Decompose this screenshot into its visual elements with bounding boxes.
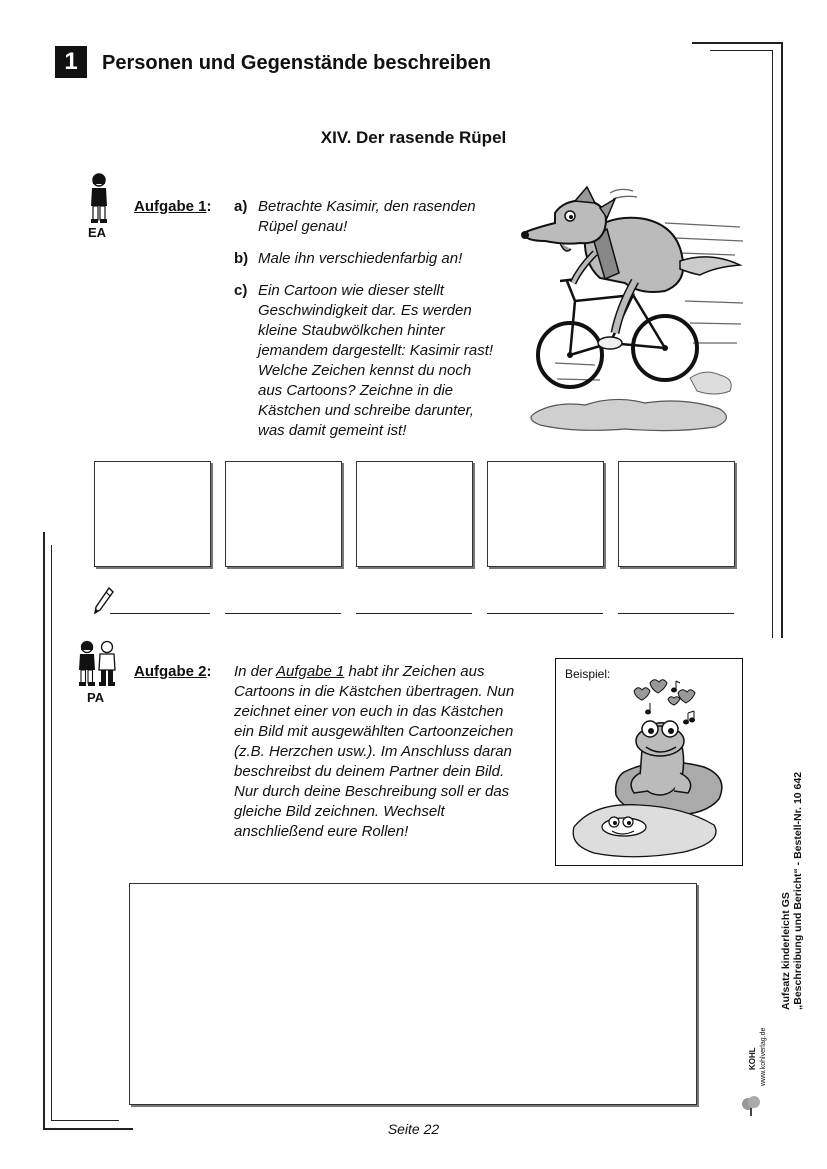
task1-heading: Aufgabe 1: xyxy=(134,198,212,215)
example-label: Beispiel: xyxy=(565,667,611,681)
task1-item-a xyxy=(234,197,509,237)
two-children-icon xyxy=(76,640,118,688)
drawing-box-3[interactable] xyxy=(356,461,473,567)
item-marker: c) xyxy=(234,282,248,299)
drawing-box-5[interactable] xyxy=(618,461,735,567)
pencil-icon xyxy=(93,586,115,616)
frame-top-right-outer xyxy=(692,42,782,44)
writing-line-2[interactable] xyxy=(225,613,341,614)
item-text: Ein Cartoon wie dieser stellt Geschwindigkeit dar. Es werden kleine Staubwölkchen hinter jemandem dargestellt: Kasimir rast! Welche Zeichen kennst du noch aus Cartoons? Zeichne in die Kästchen und schreibe darunter, was damit gemeint ist! xyxy=(258,282,494,439)
writing-line-1[interactable] xyxy=(110,613,210,614)
frame-left-inner xyxy=(51,545,52,1121)
task2-heading: Aufgabe 2: xyxy=(134,663,212,680)
chapter-number: 1 xyxy=(55,46,87,78)
task1-item-b xyxy=(234,249,509,269)
drawing-box-1[interactable] xyxy=(94,461,211,567)
frame-left-outer xyxy=(43,532,45,1129)
task2-label: Aufgabe 2 xyxy=(134,663,207,680)
task1-item-c xyxy=(234,281,499,441)
section-title: XIV. Der rasende Rüpel xyxy=(320,128,507,147)
task1-label: Aufgabe 1 xyxy=(134,198,207,215)
cyclist-cartoon-illustration xyxy=(515,183,745,433)
example-box xyxy=(555,658,743,866)
item-marker: b) xyxy=(234,250,249,267)
sidebar-book-title: Aufsatz kinderleicht GS „Beschreibung und Bericht“ - Bestell-Nr. 10 642 xyxy=(780,771,804,1010)
item-marker: a) xyxy=(234,198,248,215)
writing-line-3[interactable] xyxy=(356,613,472,614)
single-child-icon xyxy=(86,172,112,224)
task2-text: In der Aufgabe 1 habt ihr Zeichen aus Cartoons in die Kästchen übertragen. Nun zeichnet einer von euch in das Kästchen ein Bild mit ausgewählten Cartoonzeichen (z.B. Herzchen usw.). Im Anschluss daran beschreibst du deinem Partner dein Bild. Nur durch deine Beschreibung soll er das gleiche Bild zeichnen. Wechselt anschließend eure Rollen! xyxy=(234,663,515,840)
writing-line-4[interactable] xyxy=(487,613,603,614)
publisher-logo xyxy=(738,1090,768,1120)
drawing-box-2[interactable] xyxy=(225,461,342,567)
tree-icon xyxy=(740,1094,762,1118)
item-text: Male ihn verschiedenfarbig an! xyxy=(258,250,463,267)
page-title: Personen und Gegenstände beschreiben xyxy=(102,52,491,74)
publisher-website: www.kohlverlag.de xyxy=(760,1027,767,1086)
item-text: Betrachte Kasimir, den rasenden Rüpel genau! xyxy=(258,198,476,235)
page-number: Seite 22 xyxy=(387,1121,440,1137)
badge-ea: EA xyxy=(88,225,107,240)
frog-illustration xyxy=(564,677,736,862)
partner-drawing-box[interactable] xyxy=(129,883,697,1105)
writing-line-5[interactable] xyxy=(618,613,734,614)
drawing-box-4[interactable] xyxy=(487,461,604,567)
frame-top-right-inner xyxy=(710,50,772,51)
badge-pa: PA xyxy=(87,690,105,705)
task1-reference: Aufgabe 1 xyxy=(275,663,345,680)
publisher-name: KOHL xyxy=(748,1047,757,1070)
